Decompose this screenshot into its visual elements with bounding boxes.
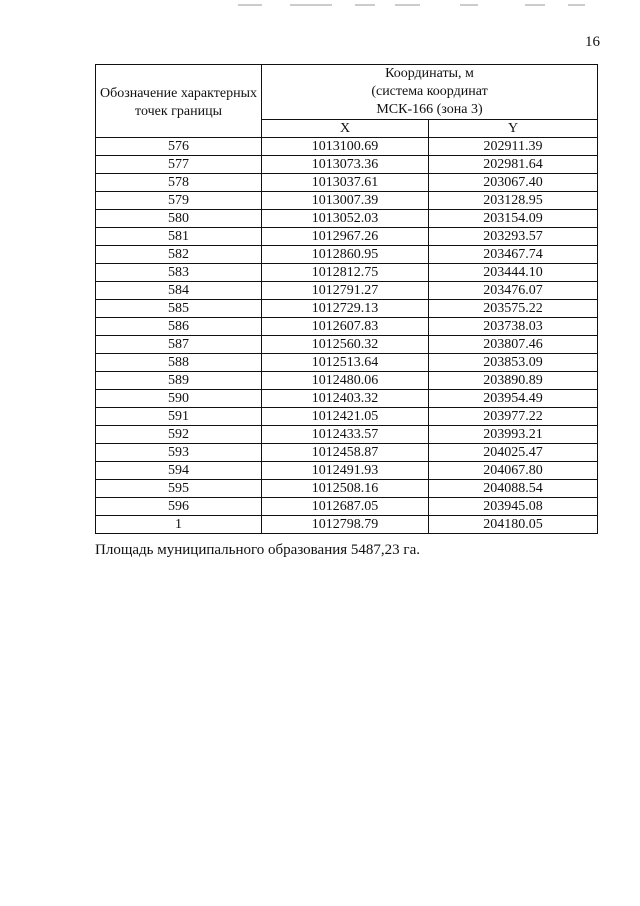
cell-y: 203890.89 xyxy=(429,372,598,390)
boundary-coordinates-table xyxy=(95,64,598,534)
coordinates-title: Координаты, м xyxy=(385,66,474,81)
cell-x: 1012798.79 xyxy=(262,516,429,534)
scan-edge-marks xyxy=(0,2,640,8)
cell-point: 594 xyxy=(96,462,262,480)
table-row xyxy=(96,408,598,426)
cell-y: 203154.09 xyxy=(429,210,598,228)
cell-y: 203977.22 xyxy=(429,408,598,426)
cell-point: 591 xyxy=(96,408,262,426)
x-column-header: X xyxy=(262,120,429,138)
point-column-header: Обозначение характерных точек границы xyxy=(96,65,262,138)
table-row xyxy=(96,372,598,390)
cell-y: 203853.09 xyxy=(429,354,598,372)
coordinates-zone: МСК-166 (зона 3) xyxy=(376,102,483,117)
cell-x: 1012729.13 xyxy=(262,300,429,318)
cell-point: 579 xyxy=(96,192,262,210)
cell-y: 203444.10 xyxy=(429,264,598,282)
cell-x: 1012687.05 xyxy=(262,498,429,516)
table-row xyxy=(96,480,598,498)
cell-x: 1012791.27 xyxy=(262,282,429,300)
cell-point: 585 xyxy=(96,300,262,318)
table-row xyxy=(96,174,598,192)
cell-y: 203807.46 xyxy=(429,336,598,354)
cell-y: 203476.07 xyxy=(429,282,598,300)
cell-y: 203467.74 xyxy=(429,246,598,264)
cell-point: 593 xyxy=(96,444,262,462)
table-row xyxy=(96,282,598,300)
table-row xyxy=(96,246,598,264)
cell-point: 588 xyxy=(96,354,262,372)
cell-point: 582 xyxy=(96,246,262,264)
table-row xyxy=(96,426,598,444)
table-row xyxy=(96,498,598,516)
cell-y: 202981.64 xyxy=(429,156,598,174)
cell-point: 581 xyxy=(96,228,262,246)
table-row xyxy=(96,264,598,282)
cell-point: 592 xyxy=(96,426,262,444)
table-row xyxy=(96,444,598,462)
cell-x: 1012967.26 xyxy=(262,228,429,246)
cell-x: 1012491.93 xyxy=(262,462,429,480)
table-row xyxy=(96,228,598,246)
cell-point: 1 xyxy=(96,516,262,534)
cell-x: 1012433.57 xyxy=(262,426,429,444)
table-row xyxy=(96,156,598,174)
cell-x: 1012560.32 xyxy=(262,336,429,354)
table-row xyxy=(96,462,598,480)
cell-point: 596 xyxy=(96,498,262,516)
cell-point: 583 xyxy=(96,264,262,282)
cell-y: 203575.22 xyxy=(429,300,598,318)
table-row xyxy=(96,390,598,408)
cell-x: 1012421.05 xyxy=(262,408,429,426)
cell-y: 203993.21 xyxy=(429,426,598,444)
table-row xyxy=(96,516,598,534)
y-column-header: Y xyxy=(429,120,598,138)
cell-y: 203293.57 xyxy=(429,228,598,246)
table-row xyxy=(96,354,598,372)
cell-y: 204180.05 xyxy=(429,516,598,534)
cell-x: 1012508.16 xyxy=(262,480,429,498)
table-row xyxy=(96,192,598,210)
cell-y: 203954.49 xyxy=(429,390,598,408)
cell-y: 203067.40 xyxy=(429,174,598,192)
cell-x: 1013007.39 xyxy=(262,192,429,210)
table-row xyxy=(96,300,598,318)
table-row xyxy=(96,336,598,354)
cell-point: 576 xyxy=(96,138,262,156)
cell-point: 587 xyxy=(96,336,262,354)
coordinates-system: (система координат xyxy=(371,84,488,99)
cell-point: 595 xyxy=(96,480,262,498)
table-row xyxy=(96,138,598,156)
cell-y: 203128.95 xyxy=(429,192,598,210)
cell-point: 590 xyxy=(96,390,262,408)
cell-y: 204025.47 xyxy=(429,444,598,462)
cell-y: 203738.03 xyxy=(429,318,598,336)
cell-x: 1013100.69 xyxy=(262,138,429,156)
cell-x: 1012860.95 xyxy=(262,246,429,264)
cell-point: 580 xyxy=(96,210,262,228)
table-row xyxy=(96,210,598,228)
cell-x: 1013052.03 xyxy=(262,210,429,228)
page-number: 16 xyxy=(585,34,600,50)
cell-x: 1012513.64 xyxy=(262,354,429,372)
cell-x: 1012812.75 xyxy=(262,264,429,282)
area-note: Площадь муниципального образования 5487,23 га. xyxy=(95,542,420,558)
table-body xyxy=(96,138,598,534)
cell-y: 204067.80 xyxy=(429,462,598,480)
cell-point: 577 xyxy=(96,156,262,174)
cell-point: 589 xyxy=(96,372,262,390)
table-row xyxy=(96,318,598,336)
cell-y: 204088.54 xyxy=(429,480,598,498)
cell-y: 202911.39 xyxy=(429,138,598,156)
cell-y: 203945.08 xyxy=(429,498,598,516)
cell-point: 578 xyxy=(96,174,262,192)
cell-point: 584 xyxy=(96,282,262,300)
cell-point: 586 xyxy=(96,318,262,336)
coordinates-header xyxy=(262,65,598,120)
cell-x: 1013037.61 xyxy=(262,174,429,192)
cell-x: 1012480.06 xyxy=(262,372,429,390)
cell-x: 1013073.36 xyxy=(262,156,429,174)
cell-x: 1012607.83 xyxy=(262,318,429,336)
cell-x: 1012403.32 xyxy=(262,390,429,408)
cell-x: 1012458.87 xyxy=(262,444,429,462)
